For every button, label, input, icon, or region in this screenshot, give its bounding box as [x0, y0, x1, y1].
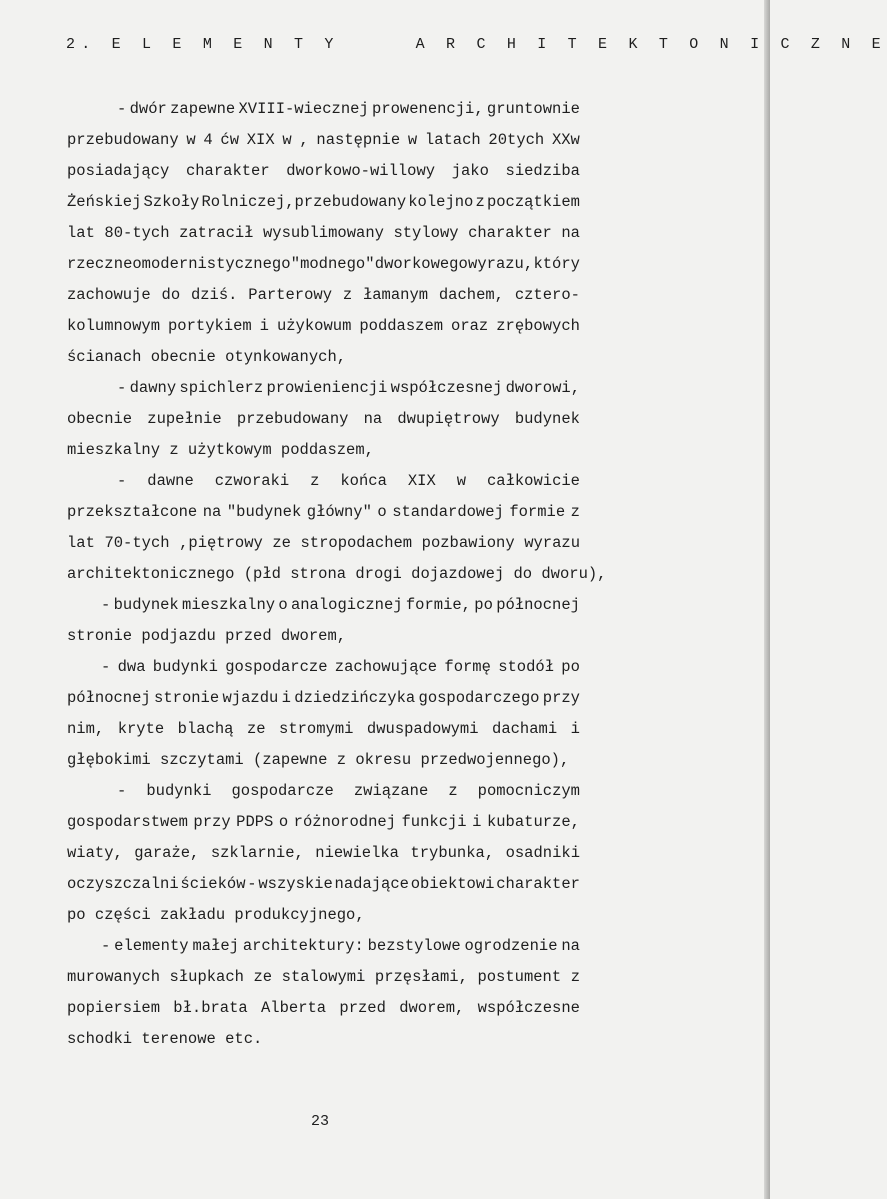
text-line: głębokimi szczytami (zapewne z okresu przedwojennego),: [67, 751, 570, 769]
text-line: obecnie zupełnie przebudowany na dwupiętrowy budynek: [67, 410, 580, 428]
section-heading: 2. E L E M E N T Y A R C H I T E K T O N I C Z N E: [66, 36, 887, 53]
text-line: przekształcone na "budynek główny" o standardowej formie z: [67, 503, 580, 521]
text-line: stronie podjazdu przed dworem,: [67, 627, 347, 645]
body-text: [67, 94, 607, 1055]
text-line: rzecz neomodernistycznego "modnego" dworkowego wyrazu, który: [67, 255, 580, 273]
page-edge-shadow: [764, 0, 770, 1199]
text-line: - budynek mieszkalny o analogicznej formie, po północnej: [101, 596, 580, 614]
text-line: architektonicznego (płd strona drogi dojazdowej do dworu),: [67, 565, 607, 583]
text-line: - budynki gospodarcze związane z pomocniczym: [117, 782, 580, 800]
text-line: schodki terenowe etc.: [67, 1030, 263, 1048]
text-line: Żeńskiej Szkoły Rolniczej,przebudowany kolejno z początkiem: [67, 193, 580, 211]
text-line: lat 80-tych zatracił wysublimowany stylowy charakter na: [67, 224, 580, 242]
text-line: przebudowany w 4 ćw XIX w , następnie w latach 20tych XXw: [67, 131, 580, 149]
text-line: kolumnowym portykiem i użykowum poddaszem oraz zrębowych: [67, 317, 580, 335]
text-line: - dwór zapewne XVIII-wiecznej prowenencji, gruntownie: [117, 100, 580, 118]
text-line: lat 70-tych ,piętrowy ze stropodachem pozbawiony wyrazu: [67, 534, 580, 552]
text-line: zachowuje do dziś. Parterowy z łamanym dachem, cztero-: [67, 286, 580, 304]
text-line: posiadający charakter dworkowo-willowy jako siedziba: [67, 162, 580, 180]
text-line: ścianach obecnie otynkowanych,: [67, 348, 347, 366]
text-line: - dwa budynki gospodarcze zachowujące formę stodół po: [101, 658, 580, 676]
text-line: murowanych słupkach ze stalowymi przęsłami, postument z: [67, 968, 580, 986]
text-line: popiersiem bł.brata Alberta przed dworem, współczesne: [67, 999, 580, 1017]
text-line: północnej stronie wjazdu i dziedzińczyka gospodarczego przy: [67, 689, 580, 707]
text-line: wiaty, garaże, szklarnie, niewielka trybunka, osadniki: [67, 844, 580, 862]
page-number: 23: [310, 1113, 329, 1130]
text-line: - dawny spichlerz prowieniencji współczesnej dworowi,: [117, 379, 580, 397]
text-line: nim, kryte blachą ze stromymi dwuspadowymi dachami i: [67, 720, 580, 738]
text-line: - elementy małej architektury: bezstylowe ogrodzenie na: [101, 937, 580, 955]
text-line: oczyszczalni ścieków - wszyskie nadające obiektowi charakter: [67, 875, 580, 893]
text-line: - dawne czworaki z końca XIX w całkowicie: [117, 472, 580, 490]
text-line: gospodarstwem przy PDPS o różnorodnej funkcji i kubaturze,: [67, 813, 580, 831]
text-line: po części zakładu produkcyjnego,: [67, 906, 365, 924]
text-line: mieszkalny z użytkowym poddaszem,: [67, 441, 374, 459]
